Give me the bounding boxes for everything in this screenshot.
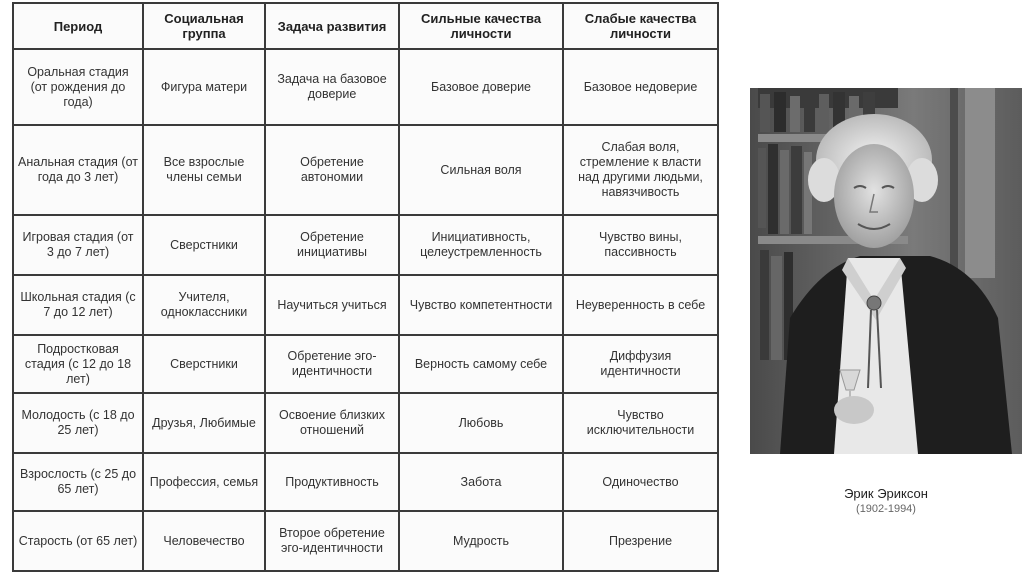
cell-social-group: Учителя, одноклассники [143,275,265,335]
cell-social-group: Человечество [143,511,265,571]
table-header-row [13,3,718,49]
cell-strong: Забота [399,453,563,511]
cell-period: Игровая стадия (от 3 до 7 лет) [13,215,143,275]
cell-task: Обретение автономии [265,125,399,215]
cell-weak: Диффузия идентичности [563,335,718,393]
cell-strong: Сильная воля [399,125,563,215]
cell-strong: Чувство компетентности [399,275,563,335]
cell-weak: Слабая воля, стремление к власти над другими людьми, навязчивость [563,125,718,215]
header-social-group: Социальная группа [143,3,265,49]
cell-strong: Любовь [399,393,563,453]
portrait-photo [750,88,1022,454]
cell-strong: Верность самому себе [399,335,563,393]
cell-weak: Чувство вины, пассивность [563,215,718,275]
cell-task: Освоение близких отношений [265,393,399,453]
cell-task: Второе обретение эго-идентичности [265,511,399,571]
cell-strong: Мудрость [399,511,563,571]
cell-social-group: Сверстники [143,215,265,275]
header-strong-qualities: Сильные качества личности [399,3,563,49]
header-period: Период [13,3,143,49]
erikson-stages-table [12,2,719,572]
table-row [13,335,718,393]
cell-social-group: Профессия, семья [143,453,265,511]
cell-task: Обретение эго-идентичности [265,335,399,393]
cell-period: Взрослость (с 25 до 65 лет) [13,453,143,511]
cell-task: Продуктивность [265,453,399,511]
cell-period: Школьная стадия (с 7 до 12 лет) [13,275,143,335]
portrait-name: Эрик Эриксон [844,486,928,501]
table-row [13,125,718,215]
table-row [13,393,718,453]
header-weak-qualities: Слабые качества личности [563,3,718,49]
cell-social-group: Все взрослые члены семьи [143,125,265,215]
table-row [13,511,718,571]
cell-weak: Неуверенность в себе [563,275,718,335]
cell-period: Оральная стадия (от рождения до года) [13,49,143,125]
portrait-years: (1902-1994) [856,503,916,515]
cell-period: Молодость (с 18 до 25 лет) [13,393,143,453]
cell-weak: Чувство исключительности [563,393,718,453]
portrait-illustration [750,88,1022,454]
cell-period: Подростковая стадия (с 12 до 18 лет) [13,335,143,393]
cell-period: Старость (от 65 лет) [13,511,143,571]
cell-task: Задача на базовое доверие [265,49,399,125]
cell-weak: Презрение [563,511,718,571]
table-row [13,453,718,511]
cell-period: Анальная стадия (от года до 3 лет) [13,125,143,215]
cell-social-group: Фигура матери [143,49,265,125]
table-row [13,275,718,335]
cell-social-group: Сверстники [143,335,265,393]
portrait-caption [750,486,1022,515]
cell-weak: Одиночество [563,453,718,511]
cell-social-group: Друзья, Любимые [143,393,265,453]
cell-weak: Базовое недоверие [563,49,718,125]
table-row [13,215,718,275]
cell-strong: Базовое доверие [399,49,563,125]
cell-task: Научиться учиться [265,275,399,335]
header-task: Задача развития [265,3,399,49]
table-row [13,49,718,125]
cell-task: Обретение инициативы [265,215,399,275]
cell-strong: Инициативность, целеустремленность [399,215,563,275]
